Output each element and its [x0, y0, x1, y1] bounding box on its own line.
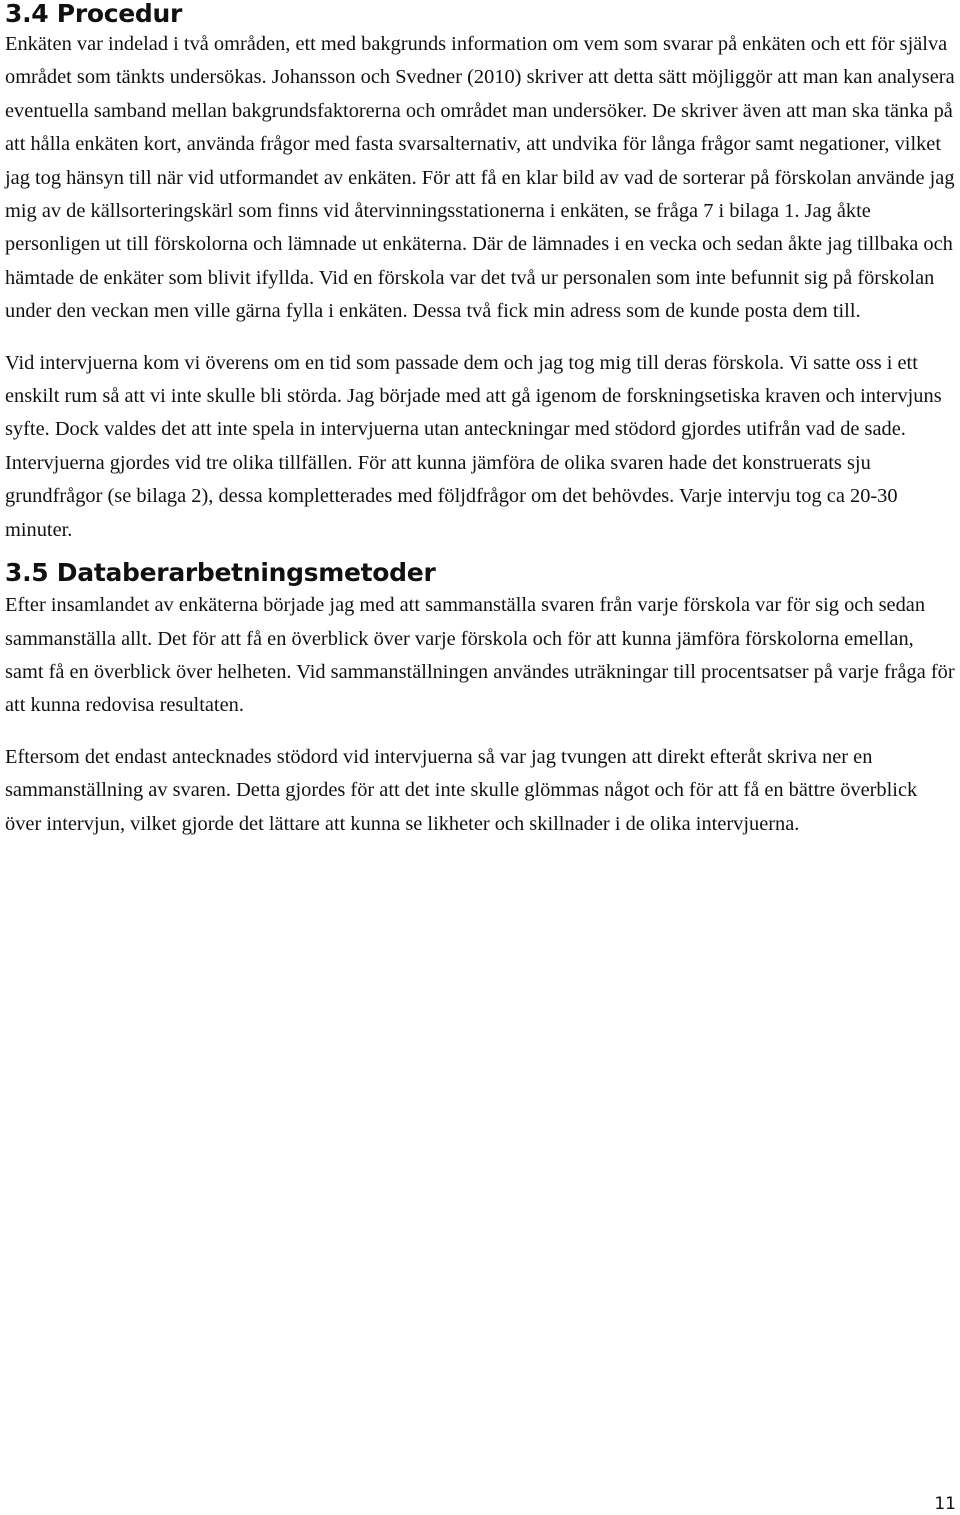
- databearbetning-paragraph-1: Efter insamlandet av enkäterna började jag med att sammanställa svaren från varje förskola var för sig och sedan sammanställa allt. Det för att få en överblick över varje förskola och för att kunna jämföra förskolorna emellan, samt få en överblick över helheten. Vid sammanställningen användes uträkningar till procentsatser på varje fråga för att kunna redovisa resultaten.: [5, 594, 955, 717]
- page-number: 11: [934, 1494, 956, 1514]
- procedur-paragraph-2: Vid intervjuerna kom vi överens om en tid som passade dem och jag tog mig till deras förskola. Vi satte oss i ett enskilt rum så att vi inte skulle bli störda. Jag började med att gå igenom de forskningsetiska kraven och intervjuns syfte. Dock valdes det att inte spela in intervjuerna utan anteckningar med stödord gjordes utifrån vad de sade. Intervjuerna gjordes vid tre olika tillfällen. För att kunna jämföra de olika svaren hade det konstruerats sju grundfrågor (se bilaga 2), dessa kompletterades med följdfrågor om det behövdes. Varje intervju tog ca 20-30 minuter.: [5, 351, 942, 541]
- procedur-paragraph-1: Enkäten var indelad i två områden, ett med bakgrunds information om vem som svarar på enkäten och ett för själva området som tänkts undersökas. Johansson och Svedner (2010) skriver att detta sätt möjliggör att man kan analysera eventuella samband mellan bakgrundsfaktorerna och området man undersöker. De skriver även att man ska tänka på att hålla enkäten kort, använda frågor med fasta svarsalternativ, att undvika för långa frågor samt negationer, vilket jag tog hänsyn till när vid utformandet av enkäten. För att få en klar bild av vad de sorterar på förskolan använde jag mig av de källsorteringskärl som finns vid återvinningsstationerna i enkäten, se fråga 7 i bilaga 1. Jag åkte personligen ut till förskolorna och lämnade ut enkäterna. Där de lämnades i en vecka och sedan åkte jag tillbaka och hämtade de enkäter som blivit ifyllda. Vid en förskola var det två ur personalen som inte befunnit sig på förskolan under den veckan men ville gärna fylla i enkäten. Dessa två fick min adress som de kunde posta dem till.: [5, 33, 955, 323]
- databearbetning-paragraph-2: Eftersom det endast antecknades stödord vid intervjuerna så var jag tvungen att direkt efteråt skriva ner en sammanställning av svaren. Detta gjordes för att det inte skulle glömmas något och för att få en bättre överblick över intervjun, vilket gjorde det lättare att kunna se likheter och skillnader i de olika intervjuerna.: [5, 745, 918, 835]
- document-page: [5, 0, 957, 841]
- section-heading-databearbetning: 3.5 Databerarbetningsmetoder: [5, 558, 436, 588]
- section-heading-procedur: 3.4 Procedur: [5, 0, 183, 28]
